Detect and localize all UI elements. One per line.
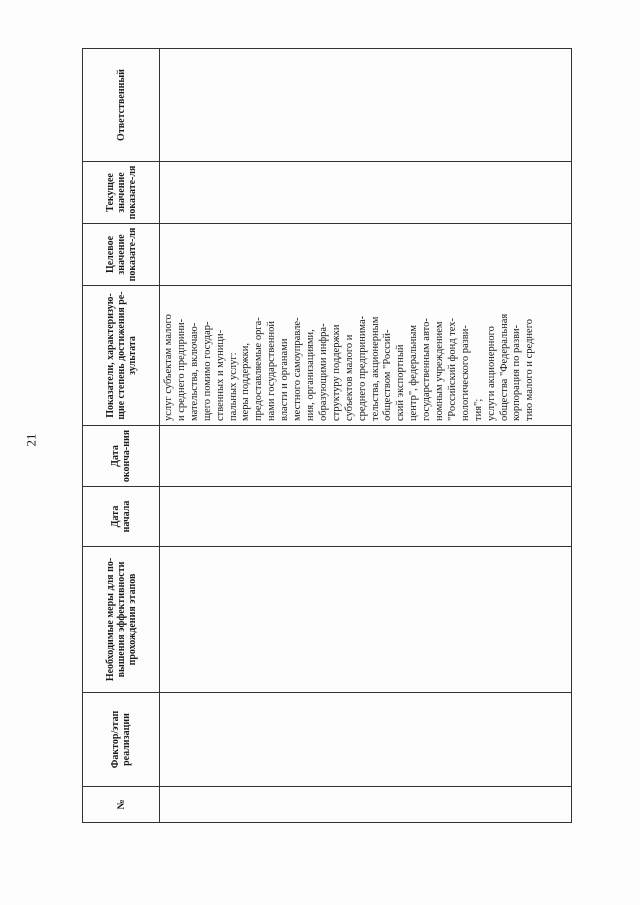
cell-factor [160, 693, 572, 787]
header-factor: Фактор/этап реализации [83, 693, 160, 787]
header-row [83, 49, 160, 823]
cell-number [160, 787, 572, 823]
measures-table [82, 48, 572, 823]
header-current-value: Текущее значение показате-ля [83, 162, 160, 224]
header-measures: Необходимые меры для по-вышения эффективности прохождения этапов [83, 547, 160, 693]
header-end-date: Дата оконча-ния [83, 426, 160, 487]
cell-measures [160, 547, 572, 693]
header-indicators: Показатели, характеризую-щие степень достижения ре-зультата [83, 286, 160, 426]
cell-current-value [160, 162, 572, 224]
page-number: 21 [23, 433, 39, 447]
header-responsible: Ответственный [83, 49, 160, 162]
cell-responsible [160, 49, 572, 162]
header-start-date: Дата начала [83, 487, 160, 547]
rotated-table-container [82, 49, 572, 823]
cell-start-date [160, 487, 572, 547]
indicators-text: услуг субъектам малого и среднего предприни- мательства, включаю- щего помимо государ- ственных и муници- пальных услуг: меры поддержки, предоставляемые орга- нами государственной власти и органами местного самоуправле- ния, организациями, образующими инфра- структуру поддержки субъектов малого и среднего предпринима- тельства, акционерным обществом "Россий- ский экспортный центр", федеральным государственным авто- номным учреждением "Российский фонд тех- нологического разви- тия"; услуги акционерного общества "Федеральная корпорация по разви- тию малого и среднего [163, 313, 536, 421]
header-number: № [83, 787, 160, 823]
cell-end-date [160, 426, 572, 487]
table-row [160, 49, 572, 823]
cell-indicators [160, 286, 572, 426]
cell-target-value [160, 224, 572, 286]
header-target-value: Целевое значение показате-ля [83, 224, 160, 286]
